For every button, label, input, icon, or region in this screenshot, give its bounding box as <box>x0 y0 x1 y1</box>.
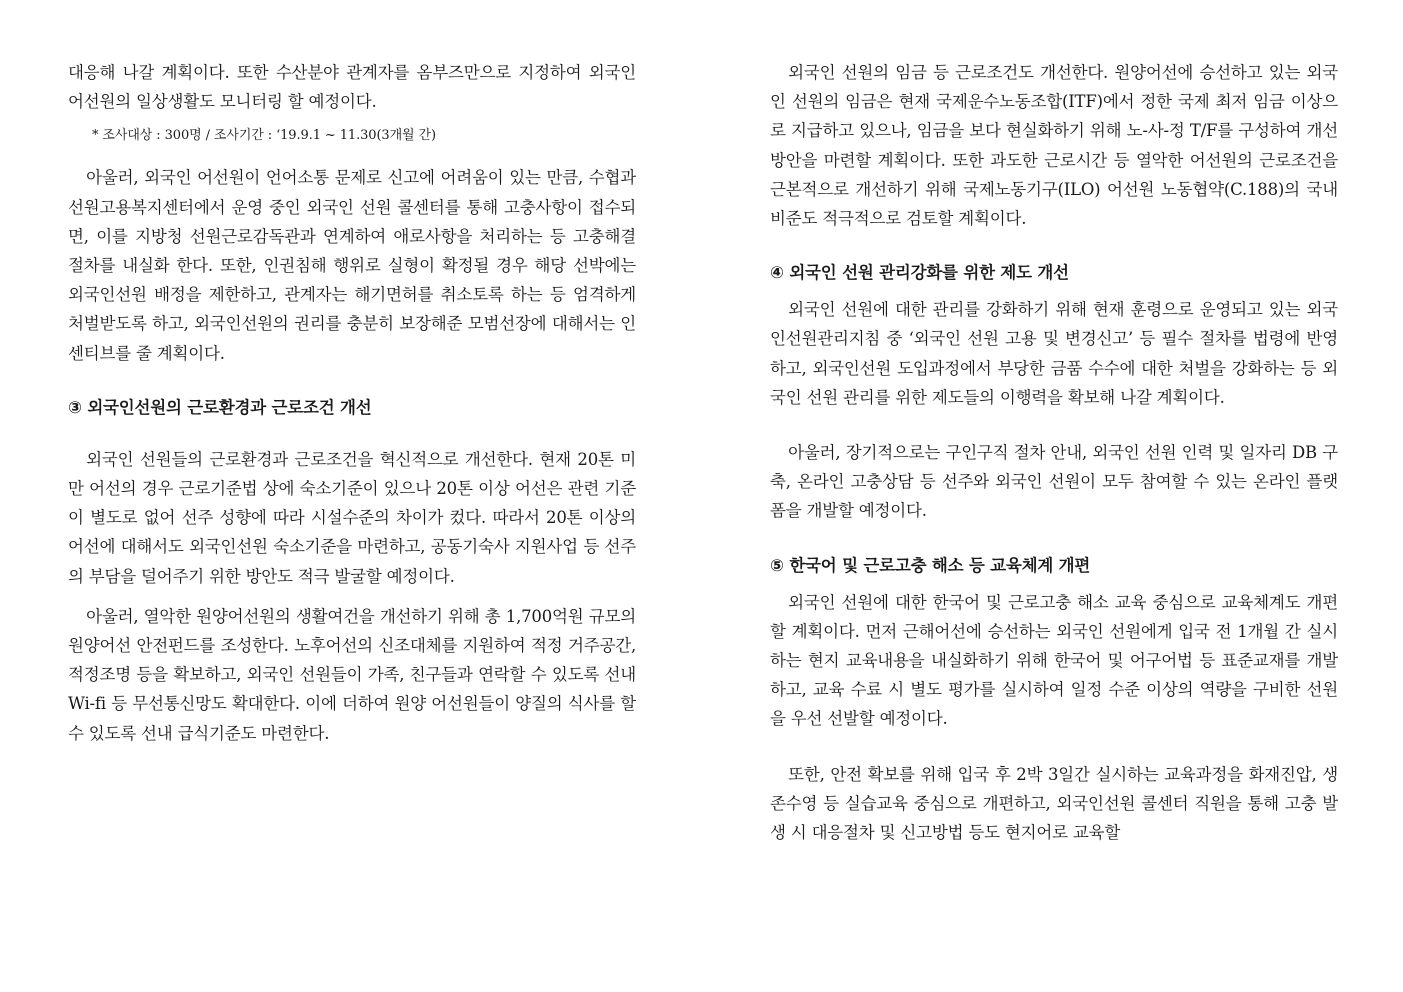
section-5-heading: ⑤ 한국어 및 근로고충 해소 등 교육체계 개편 <box>770 555 1091 575</box>
right-paragraph-2: 외국인 선원에 대한 관리를 강화하기 위해 현재 훈령으로 운영되고 있는 외국인선원관리지침 중 ‘외국인 선원 고용 및 변경신고’ 등 필수 절차를 법령에 반영하고, 외국인선원 도입과정에서 부당한 금품 수수에 대한 처벌을 강화하는 등 외국인 선원 관리를 위한 제도들의 이행력을 확보해 나갈 계획이다. <box>770 300 1338 407</box>
right-paragraph-4: 외국인 선원에 대한 한국어 및 근로고충 해소 교육 중심으로 교육체계도 개편할 계획이다. 먼저 근해어선에 승선하는 외국인 선원에게 입국 전 1개월 간 실시하는 현지 교육내용을 내실화하기 위해 한국어 및 어구어법 등 표준교재를 개발하고, 교육 수료 시 별도 평가를 실시하여 일정 수준 이상의 역량을 구비한 선원을 우선 선발할 예정이다. <box>770 592 1338 729</box>
right-paragraph-5: 또한, 안전 확보를 위해 입국 후 2박 3일간 실시하는 교육과정을 화재진압, 생존수영 등 실습교육 중심으로 개편하고, 외국인선원 콜센터 직원을 통해 고충 발생 시 대응절차 및 신고방법 등도 현지어로 교육할 <box>770 764 1338 843</box>
left-column <box>68 58 636 748</box>
left-paragraph-4: 아울러, 열악한 원양어선원의 생활여건을 개선하기 위해 총 1,700억원 규모의 원양어선 안전펀드를 조성한다. 노후어선의 신조대체를 지원하여 적정 거주공간, 적정조명 등을 확보하고, 외국인 선원들이 가족, 친구들과 연락할 수 있도록 선내 Wi-fi 등 무선통신망도 확대한다. 이에 더하여 원양 어선원들이 양질의 식사를 할 수 있도록 선내 급식기준도 마련한다. <box>68 606 636 743</box>
right-column <box>770 58 1338 847</box>
section-4-heading: ④ 외국인 선원 관리강화를 위한 제도 개선 <box>770 263 1069 283</box>
left-paragraph-2: 아울러, 외국인 어선원이 언어소통 문제로 신고에 어려움이 있는 만큼, 수협과 선원고용복지센터에서 운영 중인 외국인 선원 콜센터를 통해 고충사항이 접수되면, 이를 지방청 선원근로감독관과 연계하여 애로사항을 처리하는 등 고충해결 절차를 내실화 한다. 또한, 인권침해 행위로 실형이 확정될 경우 해당 선박에는 외국인선원 배정을 제한하고, 관계자는 해기면허를 취소토록 하는 등 엄격하게 처벌받도록 하고, 외국인선원의 권리를 충분히 보장해준 모범선장에 대해서는 인센티브를 줄 계획이다. <box>68 168 636 363</box>
left-paragraph-1: 대응해 나갈 계획이다. 또한 수산분야 관계자를 옴부즈만으로 지정하여 외국인 어선원의 일상생활도 모니터링 할 예정이다. <box>68 63 636 112</box>
survey-note: * 조사대상 : 300명 / 조사기간 : ‘19.9.1 ~ 11.30(3개월 간) <box>92 128 436 144</box>
section-3-heading: ③ 외국인선원의 근로환경과 근로조건 개선 <box>68 397 372 417</box>
right-paragraph-3: 아울러, 장기적으로는 구인구직 절차 안내, 외국인 선원 인력 및 일자리 DB 구축, 온라인 고충상담 등 선주와 외국인 선원이 모두 참여할 수 있는 온라인 플랫폼을 개발할 예정이다. <box>770 443 1338 521</box>
left-paragraph-3: 외국인 선원들의 근로환경과 근로조건을 혁신적으로 개선한다. 현재 20톤 미만 어선의 경우 근로기준법 상에 숙소기준이 있으나 20톤 이상 어선은 관련 기준이 별도로 없어 선주 성향에 따라 시설수준의 차이가 컸다. 따라서 20톤 이상의 어선에 대해서도 외국인선원 숙소기준을 마련하고, 공동기숙사 지원사업 등 선주의 부담을 덜어주기 위한 방안도 적극 발굴할 예정이다. <box>68 449 636 586</box>
right-paragraph-1: 외국인 선원의 임금 등 근로조건도 개선한다. 원양어선에 승선하고 있는 외국인 선원의 임금은 현재 국제운수노동조합(ITF)에서 정한 국제 최저 임금 이상으로 지급하고 있으나, 임금을 보다 현실화하기 위해 노-사-정 T/F를 구성하여 개선방안을 마련할 계획이다. 또한 과도한 근로시간 등 열악한 어선원의 근로조건을 근본적으로 개선하기 위해 국제노동기구(ILO) 어선원 노동협약(C.188)의 국내 비준도 적극적으로 검토할 계획이다. <box>770 63 1338 229</box>
